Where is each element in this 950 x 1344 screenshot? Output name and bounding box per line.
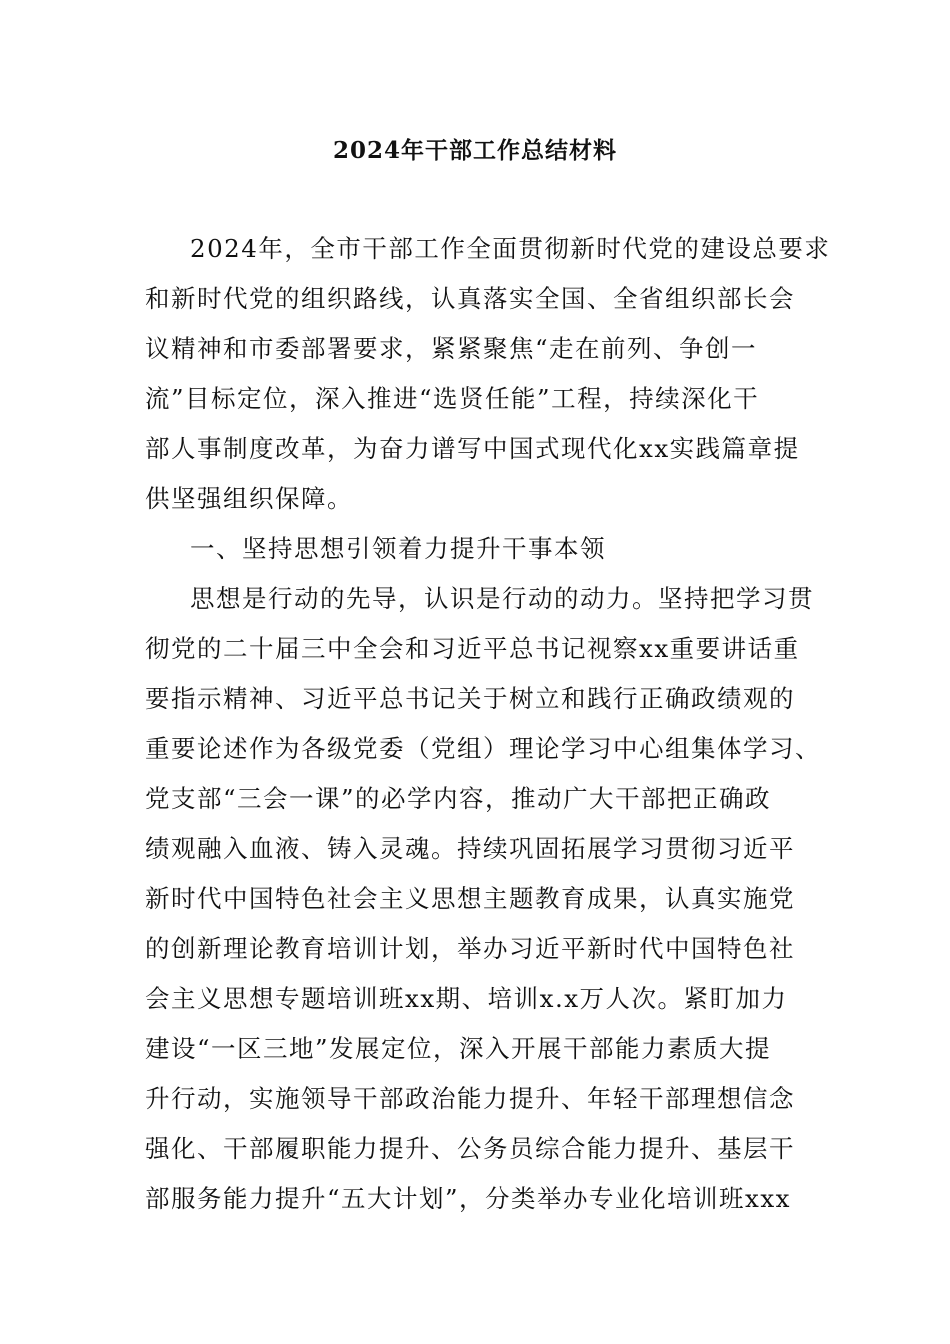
body-line: 新时代中国特色社会主义思想主题教育成果，认真实施党 (145, 884, 795, 913)
body-line: 和新时代党的组织路线，认真落实全国、全省组织部长会 (145, 284, 795, 313)
body-line: 要指示精神、习近平总书记关于树立和践行正确政绩观的 (145, 684, 795, 713)
body-line: 供坚强组织保障。 (145, 484, 353, 513)
document-body (145, 224, 831, 1224)
body-line: 流”目标定位，深入推进“选贤任能”工程，持续深化干 (145, 384, 760, 413)
document-title: 2024年干部工作总结材料 (332, 137, 617, 164)
body-line: 2024年，全市干部工作全面贯彻新时代党的建设总要求 (190, 234, 831, 263)
body-line: 思想是行动的先导，认识是行动的动力。坚持把学习贯 (190, 584, 814, 613)
body-line: 升行动，实施领导干部政治能力提升、年轻干部理想信念 (145, 1084, 795, 1113)
body-line: 绩观融入血液、铸入灵魂。持续巩固拓展学习贯彻习近平 (145, 834, 795, 863)
body-line: 部人事制度改革，为奋力谱写中国式现代化xx实践篇章提 (145, 434, 800, 463)
body-line: 一、坚持思想引领着力提升干事本领 (190, 534, 606, 563)
body-line: 会主义思想专题培训班xx期、培训x.x万人次。紧盯加力 (145, 984, 788, 1013)
body-line: 建设“一区三地”发展定位，深入开展干部能力素质大提 (145, 1034, 772, 1063)
body-line: 重要论述作为各级党委（党组）理论学习中心组集体学习、 (145, 734, 821, 763)
body-line: 彻党的二十届三中全会和习近平总书记视察xx重要讲话重 (145, 634, 800, 663)
body-line: 党支部“三会一课”的必学内容，推动广大干部把正确政 (145, 784, 772, 813)
body-line: 的创新理论教育培训计划，举办习近平新时代中国特色社 (145, 934, 795, 963)
body-line: 部服务能力提升“五大计划”，分类举办专业化培训班xxx (145, 1184, 791, 1213)
body-line: 强化、干部履职能力提升、公务员综合能力提升、基层干 (145, 1134, 795, 1163)
body-line: 议精神和市委部署要求，紧紧聚焦“走在前列、争创一 (145, 334, 758, 363)
